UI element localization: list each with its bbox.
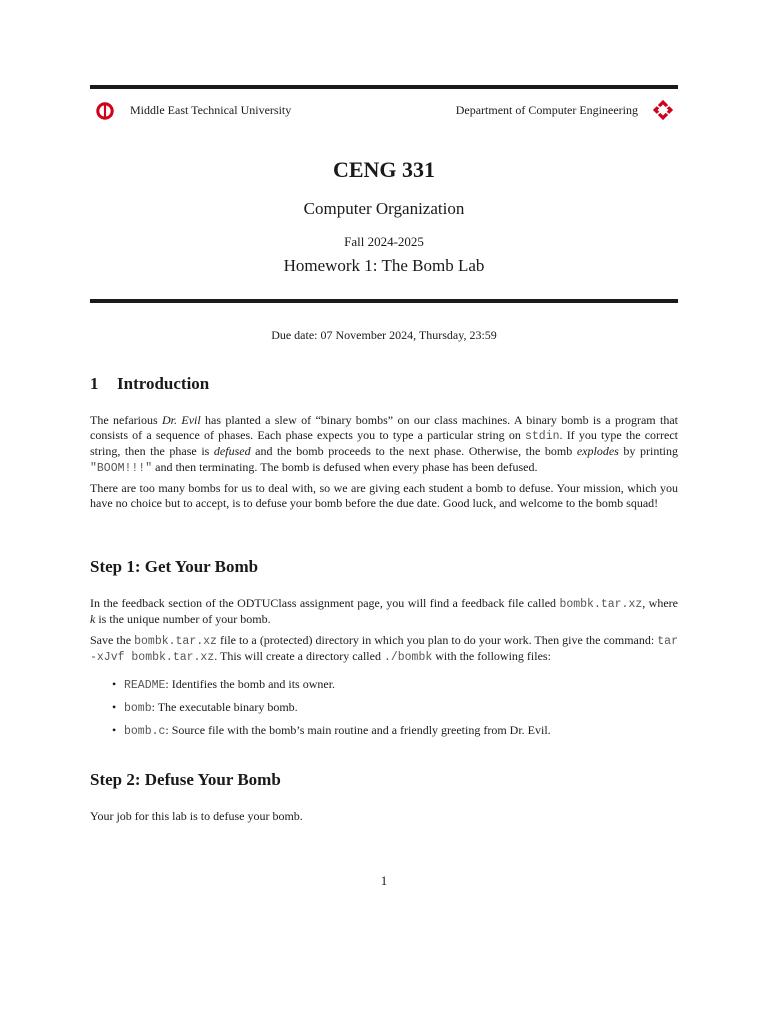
list-item [90,723,551,746]
emphasis: defused [213,444,251,459]
due-date: Due date: 07 November 2024, Thursday, 23:59 [271,328,497,342]
term: Fall 2024-2025 [344,234,424,249]
homework-title: Homework 1: The Bomb Lab [283,256,485,275]
code-command: tar -xJvf bombk.tar.xz [90,635,678,665]
course-name: Computer Organization [303,199,465,218]
text: is the unique number of your bomb. [95,612,271,627]
section-number: 1 [90,374,99,393]
metu-logo-icon [96,102,114,120]
emphasis: explodes [576,444,619,459]
text: file to a (protected) directory in which you plan to do your work. Then give the command: [216,633,658,647]
text: . If you type the correct string, then the phase is [90,428,679,459]
intro-paragraph-2: There are too many bombs for us to deal with, so we are giving each student a bomb to defuse. Your mission, which you have no choice but to accept, is to defuse your bomb before the due date. Good luck, and welcome to the bomb squad! [90,481,678,511]
text: has planted a slew of “binary bombs” on our class machines. A binary bomb is a program that consists of a sequence of phases. Each phase expects you to type a particular string on [90,413,678,443]
emphasis: k [90,612,96,627]
step1-paragraph-1 [90,596,678,627]
section-title: Introduction [117,374,210,393]
file-list [90,677,551,746]
file-name: README [124,679,166,692]
intro-paragraph-1 [90,413,678,476]
file-name: bomb [124,702,152,715]
top-rule [90,85,678,89]
code-filename: bombk.tar.xz [134,635,217,648]
code-filename: bombk.tar.xz [559,598,643,611]
text: and the bomb proceeds to the next phase. Otherwise, the bomb [250,444,577,459]
code-directory: ./bombk [383,651,433,665]
page-number: 1 [380,873,388,888]
section-heading-step-2: Step 2: Defuse Your Bomb [90,770,281,789]
text: with the following files: [432,649,551,664]
text: In the feedback section of the ODTUClass assignment page, you will find a feedback file called [90,596,560,610]
step2-paragraph-1: Your job for this lab is to defuse your bomb. [90,809,303,823]
step1-paragraph-2 [90,633,678,665]
text: The nefarious [90,413,163,427]
file-description: : The executable binary bomb. [151,700,298,714]
department-name: Department of Computer Engineering [455,103,638,117]
page-header [90,98,678,124]
course-code: CENG 331 [332,157,436,182]
file-name: bomb.c [124,725,166,738]
file-description: : Source file with the bomb’s main routine and a friendly greeting from Dr. Evil. [165,723,551,737]
section-heading-step-1: Step 1: Get Your Bomb [90,557,259,576]
code-stdin: stdin [525,430,560,444]
text: and then terminating. The bomb is defused when every phase has been defused. [152,459,538,474]
section-heading-introduction [90,374,209,394]
list-item [90,700,551,723]
title-rule [90,299,678,303]
code-boom: "BOOM!!!" [90,461,153,475]
text: , where [642,596,678,610]
text: Save the [90,633,135,647]
university-name: Middle East Technical University [130,103,292,117]
text: by printing [618,444,678,459]
text: . This will create a directory called [214,649,384,664]
ceng-logo-icon [652,99,674,121]
file-description: : Identifies the bomb and its owner. [165,677,336,691]
emphasis: Dr. Evil [162,413,201,427]
list-item [90,677,551,700]
